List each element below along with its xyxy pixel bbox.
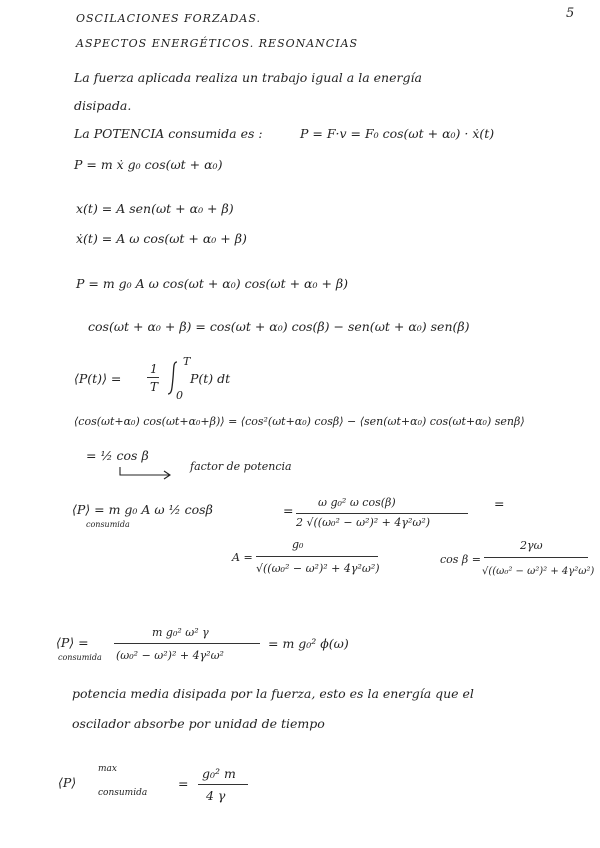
big-frac-bar xyxy=(296,513,468,514)
big-frac-den: 2 √((ω₀² − ω²)² + 4γ²ω²) xyxy=(296,516,431,529)
power-equation: P = F·v = F₀ cos(ωt + α₀) · ẋ(t) xyxy=(300,126,495,141)
half-cos-beta: = ½ cos β xyxy=(86,448,149,463)
intro-line-2: disipada. xyxy=(74,98,132,113)
intro-line-1: La fuerza aplicada realiza un trabajo igual a la energía xyxy=(74,70,422,85)
avg-frac-bar xyxy=(147,377,159,378)
final-rhs: = m g₀² ϕ(ω) xyxy=(268,636,349,651)
avg-frac-den: T xyxy=(150,380,159,394)
max-equals: = xyxy=(178,776,189,791)
A-num: g₀ xyxy=(292,538,304,551)
description-line-1: potencia media disipada por la fuerza, esto es la energía que el xyxy=(72,686,474,701)
avg-power-lhs: ⟨P(t)⟩ = xyxy=(74,371,122,386)
final-frac-bar xyxy=(114,643,260,644)
A-lhs: A = xyxy=(232,551,253,564)
big-equals: = xyxy=(283,503,294,518)
final-lhs: ⟨P⟩ = xyxy=(56,635,89,650)
consumida-subscript: consumida xyxy=(86,520,130,529)
A-frac-bar xyxy=(256,556,378,557)
avg-int-lower: 0 xyxy=(176,389,183,402)
factor-de-potencia: factor de potencia xyxy=(190,460,292,473)
max-lhs: ⟨P⟩ xyxy=(58,775,77,790)
max-frac-bar xyxy=(198,784,248,785)
heading-aspectos: ASPECTOS ENERGÉTICOS. RESONANCIAS xyxy=(76,37,359,50)
p-consumida-lhs: ⟨P⟩ = m g₀ A ω ½ cosβ xyxy=(72,502,213,517)
max-superscript: max xyxy=(98,764,117,774)
page-number: 5 xyxy=(566,6,575,21)
power-equation-2: P = m ẋ g₀ cos(ωt + α₀) xyxy=(74,157,223,172)
description-line-2: oscilador absorbe por unidad de tiempo xyxy=(72,716,325,731)
cos-identity: cos(ωt + α₀ + β) = cos(ωt + α₀) cos(β) − sen(ωt + α₀) sen(β) xyxy=(88,319,470,334)
A-den: √((ω₀² − ω²)² + 4γ²ω²) xyxy=(256,562,380,575)
right-equals: = xyxy=(494,496,505,511)
arrow-underline-icon xyxy=(118,465,178,479)
final-consumida-subscript: consumida xyxy=(58,653,102,662)
xdot-equation: ẋ(t) = A ω cos(ωt + α₀ + β) xyxy=(76,231,247,246)
cosb-num: 2γω xyxy=(520,539,543,552)
power-label: La POTENCIA consumida es : xyxy=(74,126,263,141)
power-full-equation: P = m g₀ A ω cos(ωt + α₀) cos(ωt + α₀ + β) xyxy=(76,276,348,291)
max-num: g₀² m xyxy=(202,766,236,781)
avg-integrand: P(t) dt xyxy=(190,371,231,386)
cosb-frac-bar xyxy=(484,557,588,558)
big-frac-num: ω g₀² ω cos(β) xyxy=(318,496,396,509)
cosb-den: √((ω₀² − ω²)² + 4γ²ω²) xyxy=(482,566,595,577)
avg-int-upper: T xyxy=(183,355,191,368)
final-den: (ω₀² − ω²)² + 4γ²ω² xyxy=(116,649,224,662)
cosb-lhs: cos β = xyxy=(440,553,481,566)
max-den: 4 γ xyxy=(206,788,226,803)
heading-oscilaciones: OSCILACIONES FORZADAS. xyxy=(76,12,261,25)
x-equation: x(t) = A sen(ωt + α₀ + β) xyxy=(76,201,234,216)
final-num: m g₀² ω² γ xyxy=(152,626,209,639)
avg-frac-num: 1 xyxy=(150,362,158,376)
max-subscript: consumida xyxy=(98,788,148,798)
avg-cos-equation: ⟨cos(ωt+α₀) cos(ωt+α₀+β)⟩ = ⟨cos²(ωt+α₀) cosβ⟩ − ⟨sen(ωt+α₀) cos(ωt+α₀) senβ⟩ xyxy=(74,415,525,428)
